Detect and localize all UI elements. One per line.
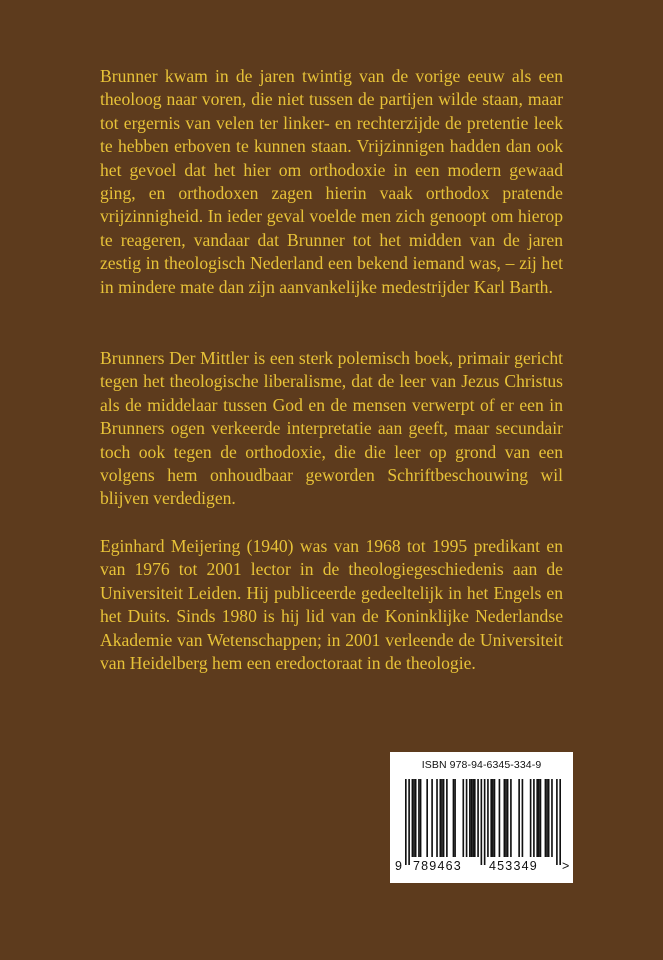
barcode-bar (418, 779, 420, 857)
barcode-bars (405, 779, 561, 865)
barcode-bar (426, 779, 428, 857)
barcode-digit-first: 9 (395, 859, 404, 873)
barcode-bar (436, 779, 438, 857)
barcode-bar (507, 779, 509, 857)
blurb-paragraph-2 (100, 347, 563, 511)
barcode-bar (443, 779, 445, 857)
barcode-bar (471, 779, 473, 857)
barcode-bar (474, 779, 476, 857)
barcode-bar (494, 779, 496, 857)
barcode-bar (492, 779, 494, 857)
barcode-digits-left: 789463 (413, 859, 462, 873)
barcode-bar (556, 779, 558, 865)
barcode-bar (530, 779, 532, 857)
blurb-paragraph-2-text: Brunners Der Mittler is een sterk polemisch boek, primair gericht tegen het theologische liberalisme, dat de leer van Jezus Christus als de middelaar tussen God en de mensen verwerpt of er een in Brunners ogen verkeerde interpretatie aan geeft, maar secundair toch ook tegen de orthodoxie, die die leer op grond van een volgens hem onhoudbaar geworden Schriftbeschouwing wil blijven verdedigen. (100, 348, 563, 509)
barcode-bar (538, 779, 540, 857)
barcode-bar (477, 779, 479, 857)
barcode-bar (446, 779, 448, 857)
blurb-paragraph-1 (100, 65, 563, 299)
barcode-bar (504, 779, 506, 857)
barcode-bar (536, 779, 538, 857)
barcode-bar (546, 779, 548, 857)
barcode-bar (405, 779, 407, 865)
barcode-bar (540, 779, 542, 857)
barcode-bar (415, 779, 417, 857)
barcode-bar (469, 779, 471, 857)
barcode-bar (518, 779, 520, 857)
isbn-barcode (390, 752, 573, 883)
barcode-bar (510, 779, 512, 857)
author-bio-text: Eginhard Meijering (1940) was van 1968 tot 1995 predikant en van 1976 tot 2001 lector in de theologiegeschiedenis aan de Universiteit Leiden. Hij publiceerde gedeeltelijk in het Engels en het Duits. Sinds 1980 is hij lid van de Koninklijke Nederlandse Akademie van Wetenschappen; in 2001 verleende de Universiteit van Heidelberg hem een eredoctoraat in de theologie. (100, 536, 563, 674)
barcode-bar (420, 779, 422, 857)
barcode-bar (472, 779, 474, 857)
barcode-bar (499, 779, 501, 857)
barcode-bar (466, 779, 468, 857)
barcode-bar (462, 779, 464, 857)
barcode-bar (431, 779, 433, 857)
barcode-digits-right: 453349 (489, 859, 538, 873)
blurb-paragraph-1-text: Brunner kwam in de jaren twintig van de vorige eeuw als een theoloog naar voren, die niet tussen de partijen wilde staan, maar tot ergernis van velen ter linker- en rechterzijde de pretentie leek te hebben erboven te kunnen staan. Vrijzinnigen hadden dan ook het gevoel dat het hier om orthodoxie in een modern gewaad ging, en orthodoxen zagen hierin vaak orthodox pratende vrijzinnigheid. In ieder geval voelde men zich genoopt om hierop te reageren, vandaar dat Brunner tot het midden van de jaren zestig in theologisch Nederland een bekend iemand was, – zij het in mindere mate dan zijn aanvankelijke medestrijder Karl Barth. (100, 66, 563, 297)
barcode-bar (487, 779, 489, 857)
barcode-bar (481, 779, 483, 865)
barcode-bar (551, 779, 553, 857)
barcode-bar (439, 779, 441, 857)
barcode-bar (412, 779, 414, 857)
barcode-bar (533, 779, 535, 857)
author-bio-paragraph (100, 535, 563, 675)
barcode-bar (545, 779, 547, 857)
barcode-bar (484, 779, 486, 865)
isbn-label: ISBN 978-94-6345-334-9 (421, 759, 542, 771)
barcode-arrow: > (562, 859, 571, 873)
barcode-bar (559, 779, 561, 865)
barcode-bar (408, 779, 410, 865)
barcode-bar (548, 779, 550, 857)
barcode-bar (454, 779, 456, 857)
barcode-bar (441, 779, 443, 857)
barcode-bar (505, 779, 507, 857)
barcode-bar (453, 779, 455, 857)
barcode-bar (522, 779, 524, 857)
barcode-bar (490, 779, 492, 857)
barcode-bar (413, 779, 415, 857)
